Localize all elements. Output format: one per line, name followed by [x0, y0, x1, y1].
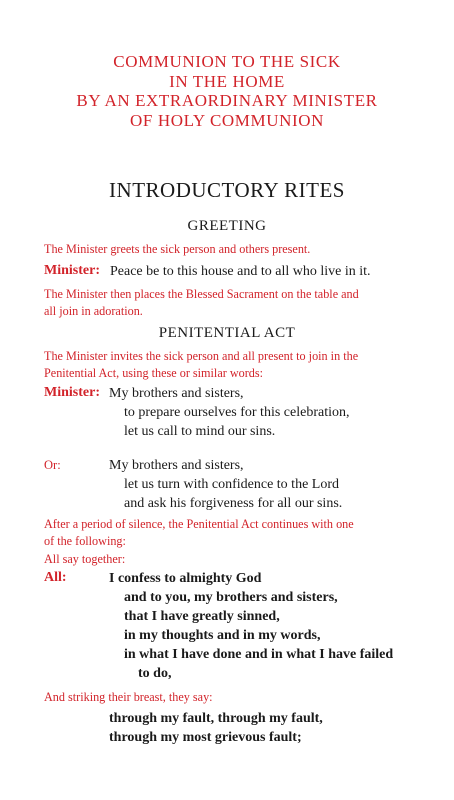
confiteor-line: and to you, my brothers and sisters, [124, 590, 338, 605]
or-line: My brothers and sisters, [109, 458, 244, 473]
or-label: Or: [44, 458, 61, 472]
greeting-rubric: The Minister greets the sick person and others present. [44, 242, 311, 256]
rubric-line: The Minister then places the Blessed Sacrament on the table and [44, 287, 359, 301]
all-say-rubric: All say together: [44, 552, 126, 566]
all-label: All: [44, 570, 67, 585]
confiteor-line: I confess to almighty God [109, 571, 262, 586]
silence-rubric [44, 516, 414, 549]
penitential-heading: PENITENTIAL ACT [158, 325, 296, 341]
or-line: and ask his forgiveness for all our sins. [124, 496, 343, 511]
rubric-line: all join in adoration. [44, 303, 143, 318]
mea-culpa-line: through my most grievous fault; [109, 730, 302, 745]
confiteor-line: that I have greatly sinned, [124, 609, 280, 624]
mea-culpa-line: through my fault, through my fault, [109, 711, 323, 726]
rubric-line: Penitential Act, using these or similar words: [44, 365, 264, 380]
title-line: COMMUNION TO THE SICK [113, 52, 341, 71]
confiteor-line: to do, [138, 666, 172, 681]
title-line: OF HOLY COMMUNION [130, 110, 324, 130]
greeting-heading: GREETING [187, 218, 267, 234]
greeting-text: Peace be to this house and to all who live in it. [110, 264, 371, 279]
minister-label: Minister: [44, 385, 100, 400]
breast-rubric: And striking their breast, they say: [44, 690, 213, 704]
title-line: BY AN EXTRAORDINARY MINISTER [76, 91, 378, 110]
confiteor-line: in my thoughts and in my words, [124, 628, 321, 643]
rubric-line: After a period of silence, the Penitential Act continues with one [44, 517, 354, 531]
document-title [0, 52, 454, 130]
title-line: IN THE HOME [169, 71, 285, 91]
adoration-rubric [44, 286, 414, 319]
minister-line: let us call to mind our sins. [124, 424, 276, 439]
rubric-line: The Minister invites the sick person and all present to join in the [44, 349, 359, 363]
section-title: INTRODUCTORY RITES [109, 178, 345, 202]
minister-label: Minister: [44, 263, 100, 278]
confiteor-line: in what I have done and in what I have failed [124, 647, 394, 662]
penitential-rubric [44, 348, 414, 381]
minister-line: to prepare ourselves for this celebration, [124, 405, 350, 420]
rubric-line: of the following: [44, 533, 126, 548]
minister-line: My brothers and sisters, [109, 386, 244, 401]
or-line: let us turn with confidence to the Lord [124, 477, 339, 492]
